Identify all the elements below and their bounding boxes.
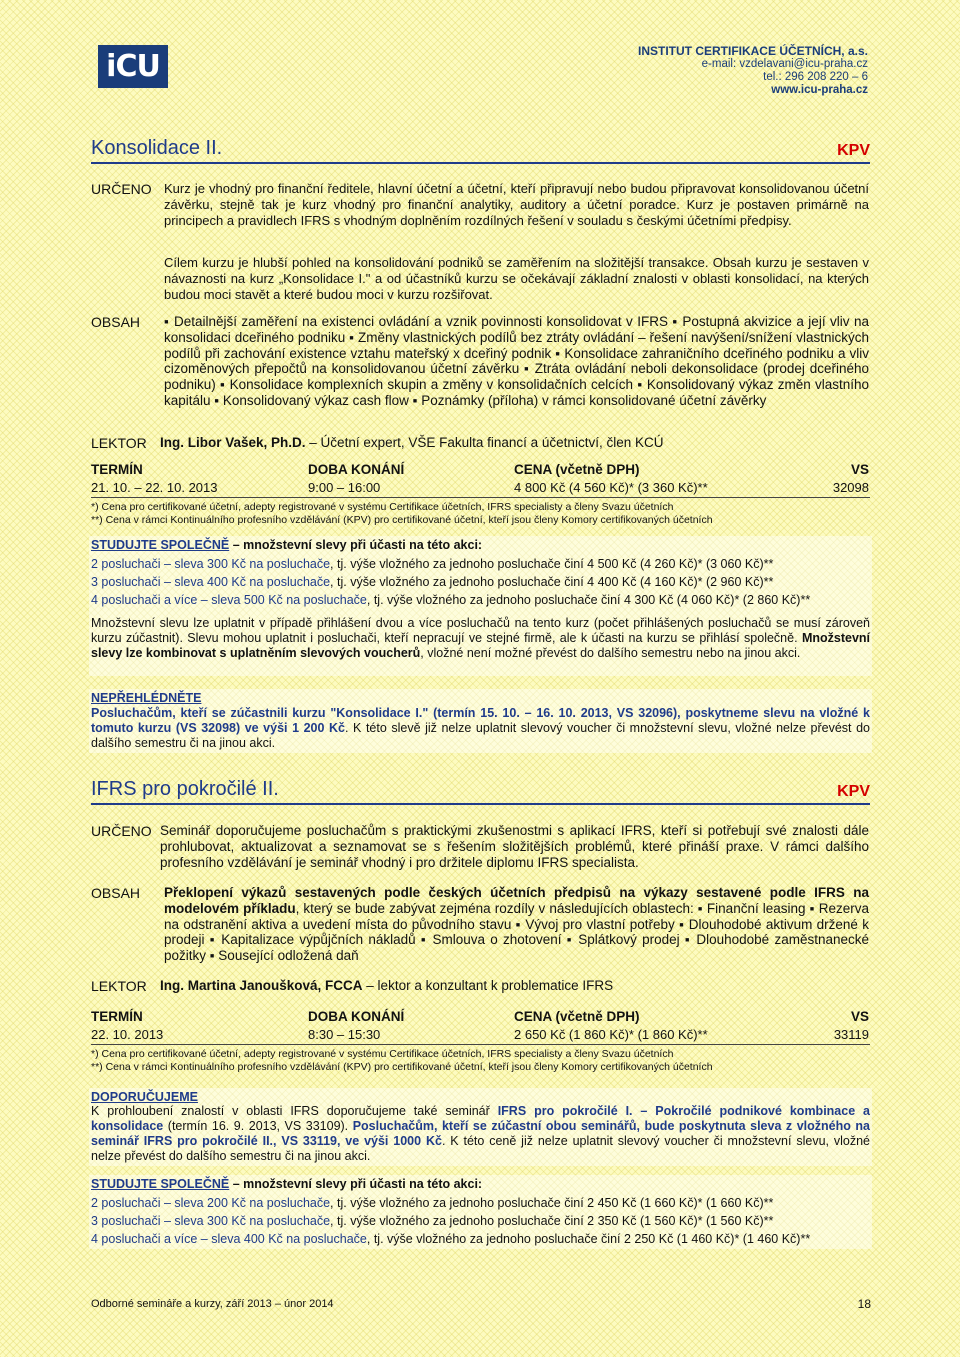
discount-rest: , tj. výše vložného za jednoho posluchače činí 2 350 Kč (1 560 Kč)* (1 560 Kč)**	[330, 1214, 774, 1228]
course1-table-row	[91, 480, 870, 498]
doporucujeme-heading: DOPORUČUJEME	[91, 1090, 198, 1104]
discount-blue: 3 posluchači – sleva 400 Kč na posluchače	[91, 575, 331, 589]
course2-urceno-text: Seminář doporučujeme posluchačům s praktickými zkušenostmi s aplikací IFRS, kteří si potřebují své znalosti dále prohlubovat, aktualizovat a seznamovat se s řešením složitějších problémů, které přináší praxe. V rámci dalšího profesního vzdělávání je seminář vhodný i pro držitele diplomu IFRS specialista.	[160, 823, 869, 870]
phone: tel.: 296 208 220 – 6	[763, 71, 868, 83]
course2-note2: **) Cena v rámci Kontinuálního profesního vzdělávání (KPV) pro certifikované účetní, kteří jsou členy Komory certifikovaných účetních	[91, 1061, 713, 1073]
org-name: INSTITUT CERTIFIKACE ÚČETNÍCH, a.s.	[637, 44, 868, 58]
discount-rest: , tj. výše vložného za jednoho posluchače činí 4 300 Kč (4 060 Kč)* (2 860 Kč)**	[366, 593, 811, 607]
vs-value: 32098	[832, 480, 869, 495]
course2-lektor-label: LEKTOR	[91, 978, 147, 994]
termin-value: 22. 10. 2013	[91, 1027, 164, 1042]
rec-text2: (termín 16. 9. 2013, VS 33109).	[163, 1119, 353, 1133]
rec-bold2: Posluchačům, kteří se zúčastní obou seminářů, bude poskytnuta sleva z vložného na seminář IFRS pro pokročilé II., VS 33119, ve výši 1000 Kč	[91, 1119, 870, 1148]
logo-text: iCU	[106, 49, 160, 84]
vs-header: VS	[850, 462, 869, 477]
doporucujeme-text	[91, 1104, 870, 1164]
nepreh-heading: NEPŘEHLÉDNĚTE	[91, 691, 202, 705]
cena-header: CENA (včetně DPH)	[514, 1009, 640, 1024]
course1-note1: *) Cena pro certifikované účetní, adepty registrované v systému Certifikace účetních, IFRS specialisty a členy Svazu účetních	[91, 501, 674, 513]
discount-blue: 3 posluchači – sleva 300 Kč na posluchače	[91, 1214, 331, 1228]
obsah-bold: Překlopení výkazů sestavených podle českých účetních předpisů na výkazy sestavené podle IFRS na modelovém příkladu	[164, 885, 869, 916]
termin-header: TERMÍN	[91, 462, 143, 477]
cena-header: CENA (včetně DPH)	[514, 462, 640, 477]
cena-value: 2 650 Kč (1 860 Kč)* (1 860 Kč)**	[514, 1027, 708, 1042]
course1-nepreh-box	[89, 689, 872, 753]
page-number: 18	[857, 1297, 871, 1311]
course1-note2: **) Cena v rámci Kontinuálního profesního vzdělávání (KPV) pro certifikované účetní, kteří jsou členy Komory certifikovaných účetních	[91, 514, 713, 526]
rec-text3: . K této ceně již nelze uplatnit slevový voucher či množstevní slevu, vložné nelze převést do dalšího semestru či na jinou akci.	[91, 1134, 870, 1163]
doba-header: DOBA KONÁNÍ	[308, 1009, 405, 1024]
nepreh-bold: Posluchačům, kteří se zúčastnili kurzu "Konsolidace I." (termín 15. 10. – 16. 10. 2013, VS 32096), poskytneme slevu na vložné k tomuto kurzu (VS 32098) ve výši 1 200 Kč	[91, 706, 870, 735]
course1-kpv-tag: KPV	[837, 142, 870, 159]
discount-blue: 4 posluchači a více – sleva 500 Kč na posluchače	[91, 593, 367, 607]
course2-obsah-label: OBSAH	[91, 885, 141, 901]
course1-urceno-text: Kurz je vhodný pro finanční ředitele, hlavní účetní a účetní, kteří připravují nebo budou připravovat konsolidovanou účetní závěrku, stejně tak je kurz vhodný pro finanční analytiky, auditory a účetní poradce. Kurz je postaven primárně na principech a pravidlech IFRS s vhodným doplněním rozdílných řešení v souladu s českými účetními předpisy.	[164, 181, 869, 228]
course2-table-header	[91, 1009, 870, 1025]
course1-title: Konsolidace II.	[91, 137, 223, 159]
discount-blue: 2 posluchači – sleva 200 Kč na posluchače	[91, 1196, 331, 1210]
course1-discount-box	[89, 536, 872, 676]
course2-table-row	[91, 1027, 870, 1045]
course2-discount-heading	[91, 1177, 482, 1191]
icu-logo	[98, 45, 168, 88]
course1-urceno-text2: Cílem kurzu je hlubší pohled na konsolidování podniků se zaměřením na složitější transakce. Obsah kurzu je sestaven v návaznosti na kurz „Konsolidace I." a od účastníků kurzu se očekávají základní znalosti v oblasti konsolidací, na kterých budou moci stavět a které budou moci v kurzu rozšiřovat.	[164, 255, 869, 302]
termin-value: 21. 10. – 22. 10. 2013	[91, 480, 218, 495]
discount-rest: , tj. výše vložného za jednoho posluchače činí 4 500 Kč (4 260 Kč)* (3 060 Kč)**	[330, 557, 774, 571]
course2-lektor-desc: – lektor a konzultant k problematice IFRS	[362, 978, 614, 993]
course2-discount-line	[91, 1212, 773, 1230]
course1-obsah-text: ▪ Detailnější zaměření na existenci ovládání a vznik povinnosti konsolidovat v IFRS ▪ Postupná akvizice a její vliv na konsolidaci dceřiného podniku ▪ Změny vlastnických podílů bez ztráty ovládání – řešení navýšení/snížení vlastnických podílů při zachování existence vztahu mateřský x dceřiný podnik ▪ Konsolidace zahraničního dceřiného podniku a vliv cizoměnových přepočtů na konsolidovanou účetní závěrku ▪ Ztráta ovládání neboli dekonsolidace (prodej dceřiného podniku) ▪ Konsolidace komplexních skupin a změny v konsolidačních celcích ▪ Konsolidovaný výkaz změn vlastního kapitálu ▪ Konsolidovaný výkaz cash flow ▪ Poznámky (příloha) v rámci konsolidované účetní závěrky	[164, 314, 869, 408]
nepreh-text	[91, 706, 870, 751]
doba-header: DOBA KONÁNÍ	[308, 462, 405, 477]
discount-note-bold: Množstevní slevy lze kombinovat s uplatněním slevových voucherů	[91, 631, 870, 660]
discount-heading-rest: – množstevní slevy při účasti na této akci:	[229, 538, 483, 552]
course1-lektor	[160, 435, 663, 450]
course1-lektor-name: Ing. Libor Vašek, Ph.D.	[160, 435, 306, 450]
discount-rest: , tj. výše vložného za jednoho posluchače činí 2 450 Kč (1 660 Kč)* (1 660 Kč)**	[330, 1196, 774, 1210]
termin-header: TERMÍN	[91, 1009, 143, 1024]
discount-heading-rest: – množstevní slevy při účasti na této akci:	[229, 1177, 483, 1191]
course2-lektor-name: Ing. Martina Janoušková, FCCA	[160, 978, 363, 993]
course1-discount-line	[91, 555, 773, 573]
course2-discount-line	[91, 1230, 810, 1248]
discount-note-end: , vložné není možné převést do dalšího semestru nebo na jinou akci.	[420, 646, 801, 660]
studujte-spolecne-link[interactable]: STUDUJTE SPOLEČNĚ	[91, 538, 230, 552]
rec-text1: K prohloubení znalostí v oblasti IFRS doporučujeme také seminář	[91, 1104, 498, 1118]
course1-lektor-label: LEKTOR	[91, 435, 147, 451]
course1-discount-note	[91, 616, 870, 661]
footer-text: Odborné semináře a kurzy, září 2013 – únor 2014	[91, 1298, 334, 1310]
discount-note-text: Množstevní slevu lze uplatnit v případě přihlášení dvou a více posluchačů na tento kurz (počet přihlášených posluchačů se musí zároveň kurzu zúčastnit). Slevu mohou uplatnit i posluchači, kteří nepracují ve stejné firmě, ale k účasti na kurzu se přihlásí společně.	[91, 616, 870, 645]
course1-title-bar	[91, 136, 870, 164]
discount-blue: 4 posluchači a více – sleva 400 Kč na posluchače	[91, 1232, 367, 1246]
vs-value: 33119	[833, 1027, 869, 1042]
course1-urceno-label: URČENO	[91, 181, 152, 197]
nepreh-rest: . K této slevě již nelze uplatnit slevový voucher či množstevní slevu, vložné nelze převést do dalšího semestru či na jinou akci.	[91, 721, 870, 750]
course2-recommend-box	[89, 1088, 872, 1166]
course1-discount-heading	[91, 538, 482, 552]
email[interactable]: e-mail: vzdelavani@icu-praha.cz	[701, 58, 868, 70]
website-link[interactable]: www.icu-praha.cz	[771, 84, 868, 96]
vs-header: VS	[850, 1009, 869, 1024]
course2-lektor	[160, 978, 613, 993]
course2-obsah-text	[164, 885, 869, 964]
course2-urceno-label: URČENO	[91, 823, 152, 839]
discount-rest: , tj. výše vložného za jednoho posluchače činí 2 250 Kč (1 460 Kč)* (1 460 Kč)**	[366, 1232, 811, 1246]
course2-note1: *) Cena pro certifikované účetní, adepty registrované v systému Certifikace účetních, IFRS specialisty a členy Svazu účetních	[91, 1048, 674, 1060]
rec-bold1: IFRS pro pokročilé I. – Pokročilé podnikové kombinace a konsolidace	[91, 1104, 871, 1133]
discount-rest: , tj. výše vložného za jednoho posluchače činí 4 400 Kč (4 160 Kč)* (2 960 Kč)**	[330, 575, 774, 589]
course1-obsah-label: OBSAH	[91, 314, 141, 330]
course2-discount-line	[91, 1194, 773, 1212]
studujte-spolecne-link[interactable]: STUDUJTE SPOLEČNĚ	[91, 1177, 230, 1191]
doba-value: 9:00 – 16:00	[308, 480, 381, 495]
course2-title: IFRS pro pokročilé II.	[91, 778, 279, 800]
course2-discount-box	[89, 1175, 872, 1249]
course1-table-header	[91, 462, 870, 478]
course1-lektor-desc: – Účetní expert, VŠE Fakulta financí a účetnictví, člen KCÚ	[305, 435, 664, 450]
course1-discount-line	[91, 591, 810, 609]
cena-value: 4 800 Kč (4 560 Kč)* (3 360 Kč)**	[514, 480, 708, 495]
doba-value: 8:30 – 15:30	[308, 1027, 381, 1042]
discount-blue: 2 posluchači – sleva 300 Kč na posluchače	[91, 557, 331, 571]
course1-discount-line	[91, 573, 773, 591]
header-contact	[638, 45, 868, 97]
course2-title-bar	[91, 777, 870, 805]
obsah-rest: , který se bude zabývat zejména rozdíly v následujících oblastech: ▪ Finanční leasing ▪ Rezerva na odstranění aktiva a uvedení místa do původního stavu ▪ Vývoj pro vlastní potřeby ▪ Dlouhodobé aktivum držené k prodeji ▪ Kapitalizace výpůjčních nákladů ▪ Smlouva o zhotovení ▪ Splátkový prodej ▪ Dlouhodobé zaměstnanecké požitky ▪ Sousející odložená daň	[164, 900, 869, 964]
course2-kpv-tag: KPV	[837, 783, 870, 800]
